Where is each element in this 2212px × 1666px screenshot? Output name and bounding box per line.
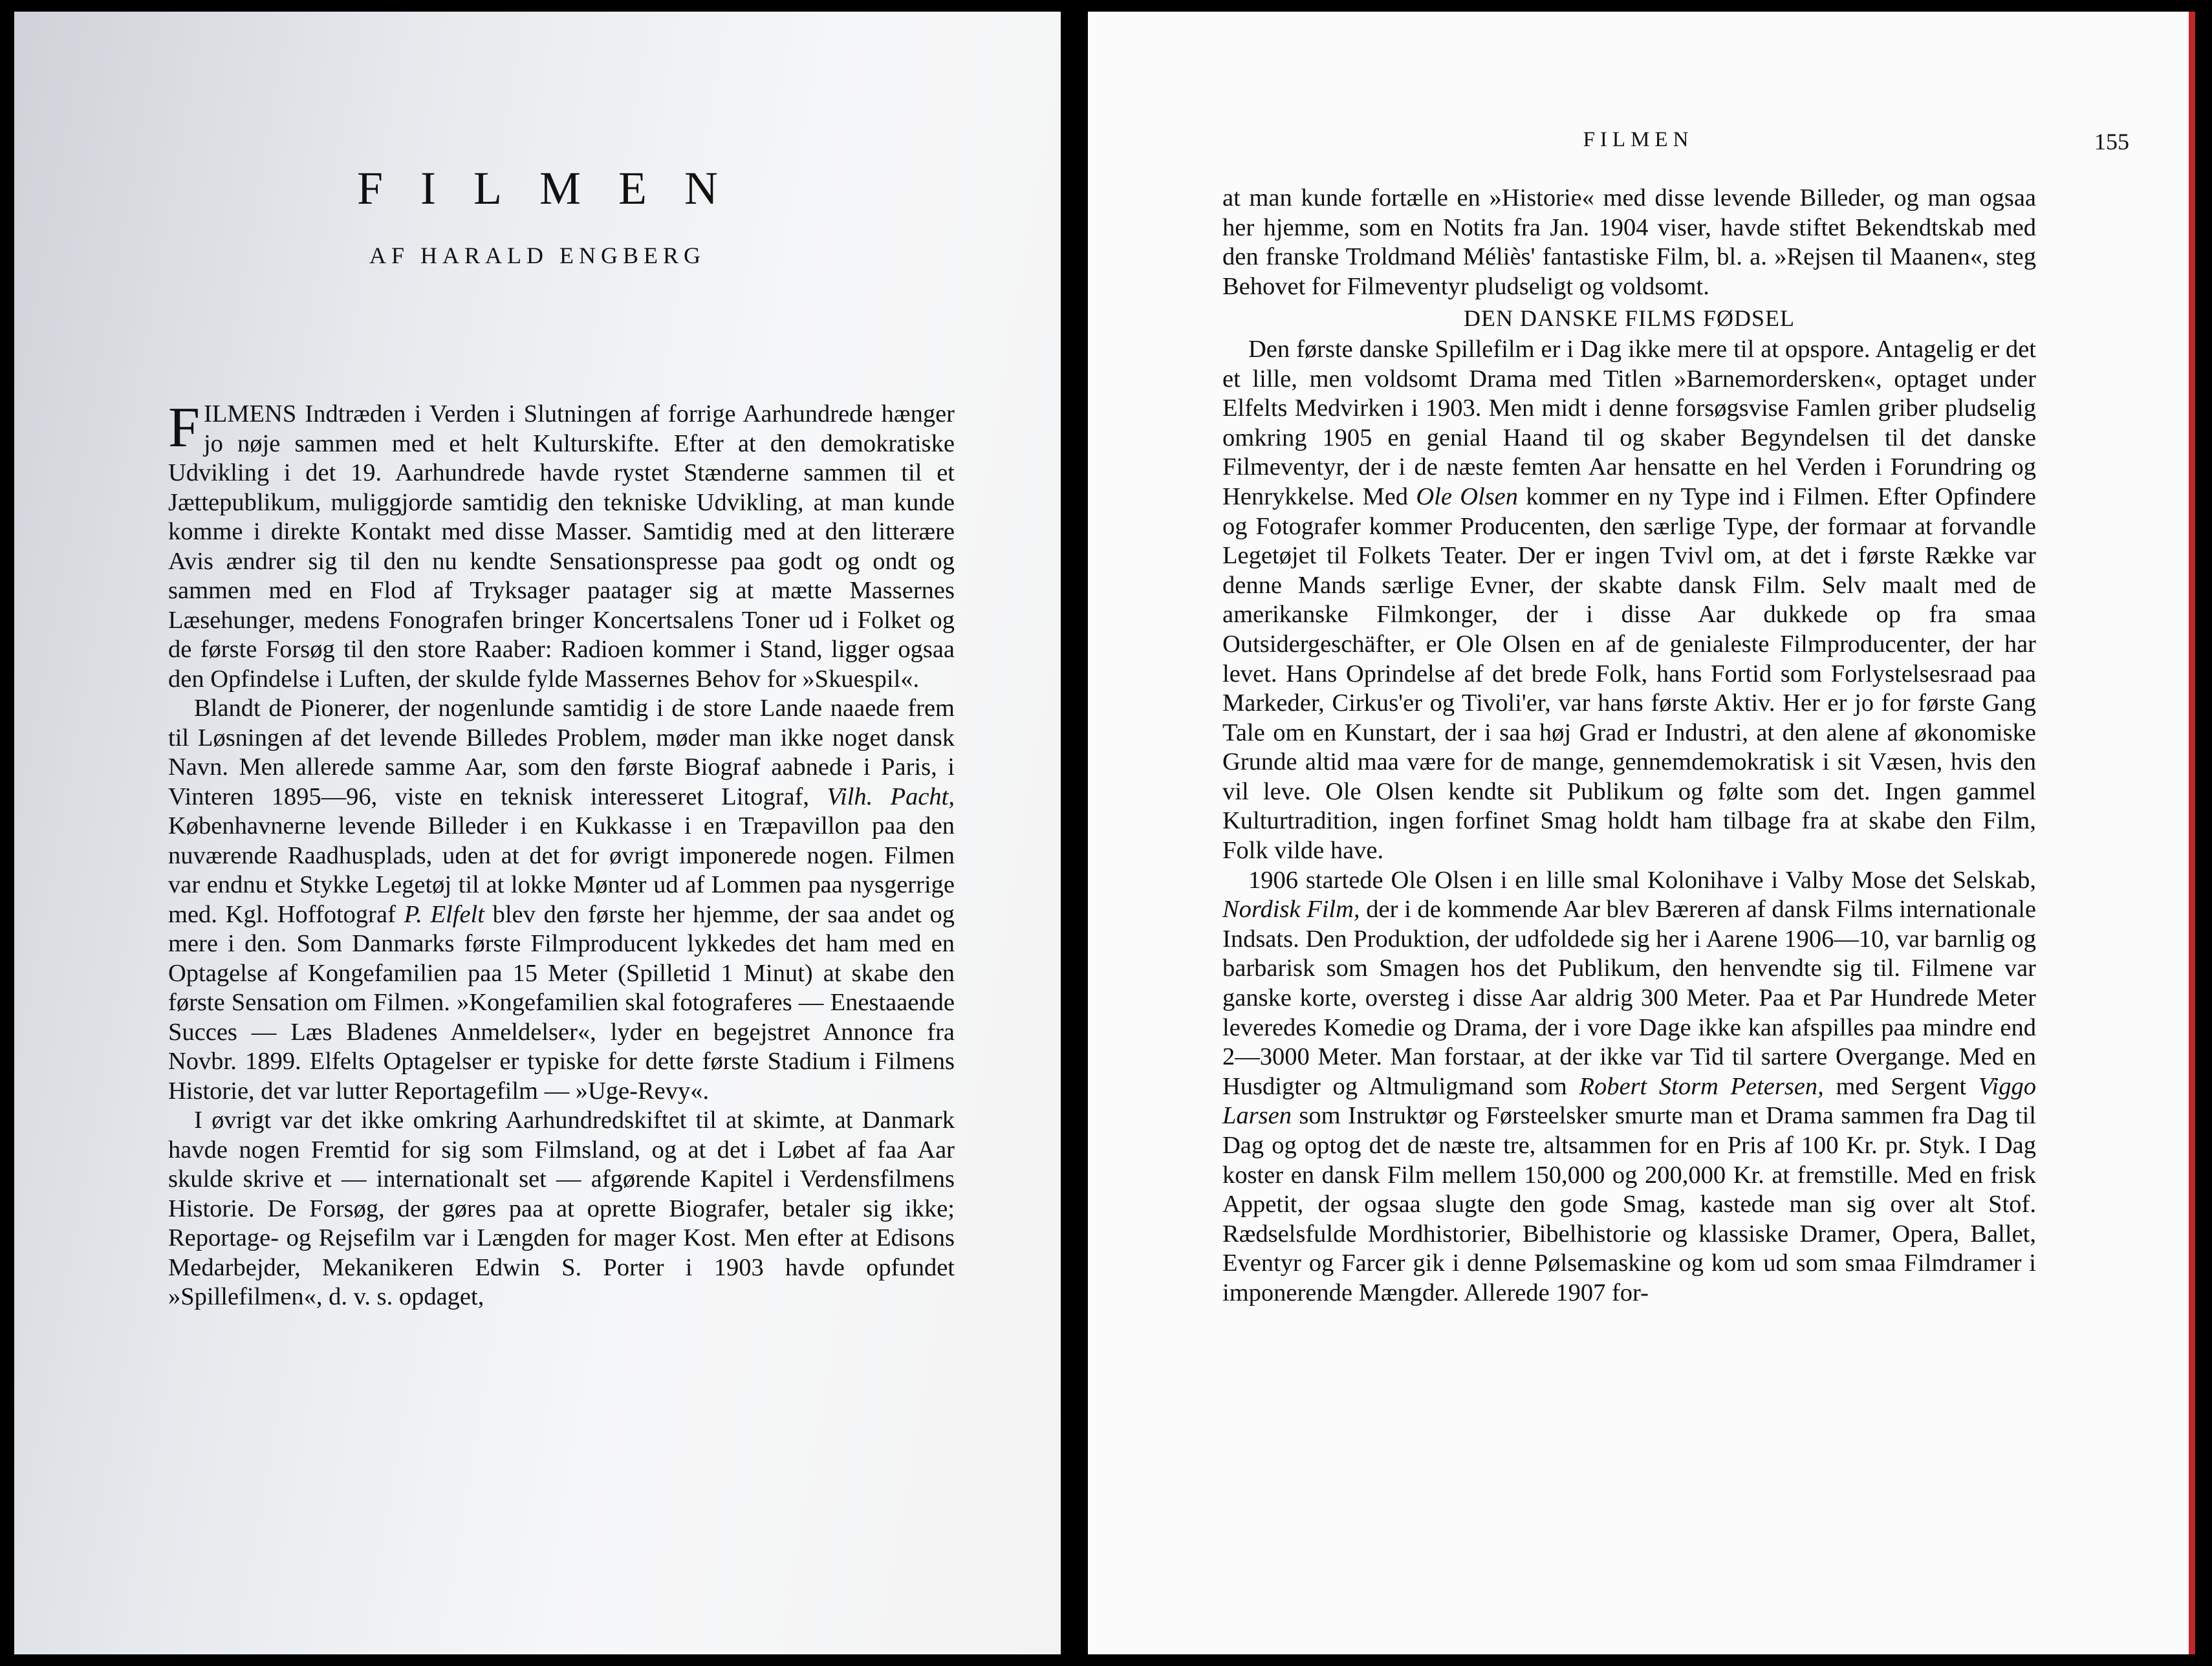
italic-name: Ole Olsen bbox=[1416, 482, 1519, 510]
italic-name: Nordisk Film, bbox=[1222, 896, 1360, 924]
paragraph-text: Den første danske Spillefilm er i Dag ikke mere til at opspore. Antagelig er det et lille, men voldsomt Drama med Titlen »Barnemordersken«, optaget under Elfelts Medvirken i 1903. Men midt i denne forsøgsvise Famlen griber pludselig omkring 1905 en genial Haand til og skaber Begyndelsen til det danske Filmeventyr, der i de næste femten Aar hensatte en hel Verden i Forundring og Henrykkelse. Med bbox=[1222, 335, 2036, 510]
italic-name: Vilh. Pacht, bbox=[827, 783, 955, 810]
paragraph-text: kommer en ny Type ind i Filmen. Efter Opfindere og Fotografer kommer Producenten, den særlige Type, der formaar at forvandle Legetøjet til Folkets Teater. Der er ingen Tvivl om, at det i første Række var denne Mands særlige Evner, der skabte dansk Film. Selv maalt med de amerikanske Filmkonger, der i disse Aar dukkede op fra smaa Outsidergeschäfter, er Ole Olsen en af de genialeste Filmproducenter, der har levet. Hans Oprindelse af det brede Folk, hans Fortid som Forlystelsesraad paa Markeder, Cirkus'er og Tivoli'er, var hans første Aktiv. Her er jo for første Gang Tale om en Kunstart, der i saa høj Grad er Industri, at den alene af økonomiske Grunde altid maa være for de mange, gennemdemokratisk i sit Væsen, hvis den vil leve. Ole Olsen kendte sit Publikum og følte som det. Ingen gammel Kulturtradition, ingen forfinet Smag holdt ham tilbage fra at skabe den Film, Folk vilde have. bbox=[1222, 482, 2036, 865]
page-number: 155 bbox=[2094, 129, 2129, 155]
paragraph-text: blev den første her hjemme, der saa andet og mere i den. Som Danmarks første Filmproducent lykkedes det ham med en Optagelse af Kongefamilien paa 15 Meter (Spilletid 1 Minut) at skabe den første Sensation om Filmen. »Kongefamilien skal fotograferes — Enestaaende Succes — Læs Bladenes Anmeldelser«, lyder en begejstret Annonce fra Novbr. 1899. Elfelts Optagelser er typiske for dette første Stadium i Filmens Historie, det var lutter Reportagefilm — »Uge-Revy«. bbox=[168, 900, 955, 1105]
paragraph-text: 1906 startede Ole Olsen i en lille smal Kolonihave i Valby Mose det Selskab, bbox=[1248, 866, 2036, 894]
paragraph-text: som Instruktør og Førsteelsker smurte man et Drama sammen fra Dag til Dag og optog det de næste tre, altsammen for en Pris af 100 Kr. pr. Styk. I Dag koster en dansk Film mellem 150,000 og 200,000 Kr. at fremstille. Med en frisk Appetit, der ogsaa slugte den gode Smag, kastede man sig over alt Stof. Rædselsfulde Mordhistorier, Bibelhistorie og klassiske Dramer, Opera, Ballet, Eventyr og Farcer gik i denne Pølsemaskine og kom ud som smaa Filmdramer i imponerende Mængder. Allerede 1907 for- bbox=[1222, 1102, 2036, 1306]
running-head: FILMEN bbox=[1583, 128, 1694, 151]
right-page bbox=[1088, 12, 2195, 1654]
drop-cap: F bbox=[168, 396, 200, 459]
paragraph bbox=[1222, 335, 2036, 866]
italic-name: Robert Storm Petersen, bbox=[1579, 1072, 1824, 1100]
paragraph bbox=[168, 1106, 955, 1312]
paragraph bbox=[168, 396, 955, 694]
paragraph-text: ILMENS Indtræden i Verden i Slutningen af forrige Aarhundrede hænger jo nøje sammen med et helt Kulturskifte. Efter at den demokratiske Udvikling i det 19. Aarhundrede havde rystet Stænderne sammen til et Jættepublikum, muliggjorde samtidig den tekniske Udvikling, at man kunde komme i direkte Kontakt med disse Masser. Samtidig med at den litterære Avis ændrer sig til den nu kendte Sensationspresse paa godt og ondt og sammen med en Flod af Tryksager paatager sig at mætte Massernes Læsehunger, medens Fonografen bringer Koncertsalens Toner ud i Folket og de første Forsøg til den store Raaber: Radioen kommer i Stand, ligger ogsaa den Opfindelse i Luften, der skulde fylde Massernes Behov for »Skuespil«. bbox=[168, 400, 955, 693]
paragraph bbox=[1222, 184, 2036, 301]
paragraph-text: Københavnerne levende Billeder i en Kukkasse i en Træpavillon paa den nuværende Raadhusplads, uden at det for øvrigt imponerede nogen. Filmen var endnu et Stykke Legetøj til at lokke Mønter ud af Lommen paa nysgerrige med. Kgl. Hoffotograf bbox=[168, 812, 955, 928]
paragraph bbox=[1222, 866, 2036, 1308]
right-body-text bbox=[1222, 184, 2036, 1308]
section-heading: DEN DANSKE FILMS FØDSEL bbox=[1463, 305, 1795, 332]
paragraph-text: I øvrigt var det ikke omkring Aarhundredskiftet til at skimte, at Danmark havde nogen Fremtid for sig som Filmsland, og at det i Løbet af faa Aar skulde skrive et — internationalt set — afgørende Kapitel i Verdensfilmens Historie. De Forsøg, der gøres paa at oprette Biografer, betaler sig ikke; Reportage- og Rejsefilm var i Længden for mager Kost. Men efter at Edisons Medarbejder, Mekanikeren Edwin S. Porter i 1903 havde opfundet »Spillefilmen«, d. v. s. opdaget, bbox=[168, 1107, 955, 1310]
paragraph-text: Blandt de Pionerer, der nogenlunde samtidig i de store Lande naaede frem til Løsningen af det levende Billedes Problem, møder man ikke noget dansk Navn. Men allerede samme Aar, som den første Biograf aabnede i Paris, i Vinteren 1895—96, viste en teknisk interesseret Litograf, bbox=[168, 695, 955, 810]
paragraph bbox=[168, 694, 955, 1106]
paragraph-text: der i de kommende Aar blev Bæreren af dansk Films internationale Indsats. Den Produktion, der udfoldede sig her i Aarene 1906—10, var barnlig og barbarisk som Smagen hos det Publikum, den henvendte sig til. Filmene var ganske korte, oversteg i disse Aar aldrig 300 Meter. Paa et Par Hundrede Meter leveredes Komedie og Drama, der i vore Dage ikke kan afspilles paa mindre end 2—3000 Meter. Man forstaar, at der ikke var Tid til sartere Overgange. Med en Husdigter og Altmuligmand som bbox=[1222, 896, 2036, 1100]
author-byline: AF HARALD ENGBERG bbox=[369, 243, 706, 268]
left-page bbox=[14, 12, 1061, 1654]
paragraph-text: med Sergent bbox=[1823, 1072, 1979, 1100]
paragraph-text: at man kunde fortælle en »Historie« med disse levende Billeder, og man ogsaa her hjemme, som en Notits fra Jan. 1904 viser, havde stiftet Bekendtskab med den franske Troldmand Méliès' fantastiske Film, bl. a. »Rejsen til Maanen«, steg Behovet for Filmeventyr pludseligt og voldsomt. bbox=[1222, 184, 2036, 300]
chapter-title: FILMEN bbox=[357, 162, 755, 214]
italic-name: P. Elfelt bbox=[404, 900, 484, 928]
italic-name: Viggo Larsen bbox=[1222, 1072, 2036, 1130]
left-body-text bbox=[168, 396, 955, 1312]
